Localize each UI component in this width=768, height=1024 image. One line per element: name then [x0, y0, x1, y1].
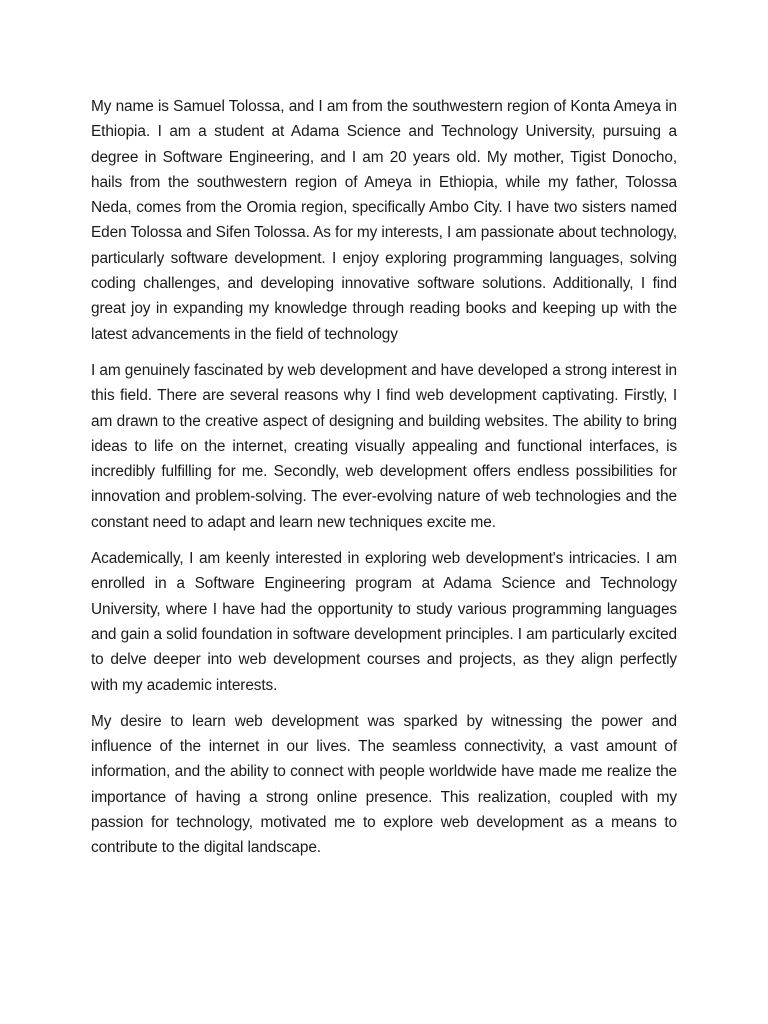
paragraph-web-interest: I am genuinely fascinated by web development and have developed a strong interest in this field. There are several reasons why I find web development captivating. Firstly, I am drawn to the creative aspect of designing and building websites. The ability to bring ideas to life on the internet, creating visually appealing and functional interfaces, is incredibly fulfilling for me. Secondly, web development offers endless possibilities for innovation and problem-solving. The ever-evolving nature of web technologies and the constant need to adapt and learn new techniques excite me. [91, 361, 677, 531]
paragraph-academic: Academically, I am keenly interested in exploring web development's intricacies. I am enrolled in a Software Engineering program at Adama Science and Technology University, where I have had the opportunity to study various programming languages and gain a solid foundation in software development principles. I am particularly excited to delve deeper into web development courses and projects, as they align perfectly with my academic interests. [91, 550, 677, 694]
paragraph-introduction: My name is Samuel Tolossa, and I am from the southwestern region of Konta Ameya in Ethiopia. I am a student at Adama Science and Technology University, pursuing a degree in Software Engineering, and I am 20 years old. My mother, Tigist Donocho, hails from the southwestern region of Ameya in Ethiopia, while my father, Tolossa Neda, comes from the Oromia region, specifically Ambo City. I have two sisters named Eden Tolossa and Sifen Tolossa. As for my interests, I am passionate about technology, particularly software development. I enjoy exploring programming languages, solving coding challenges, and developing innovative software solutions. Additionally, I find great joy in expanding my knowledge through reading books and keeping up with the latest advancements in the field of technology [91, 98, 677, 343]
document-body [91, 94, 677, 872]
paragraph-motivation: My desire to learn web development was sparked by witnessing the power and influence of the internet in our lives. The seamless connectivity, a vast amount of information, and the ability to connect with people worldwide have made me realize the importance of having a strong online presence. This realization, coupled with my passion for technology, motivated me to explore web development as a means to contribute to the digital landscape. [91, 712, 677, 857]
